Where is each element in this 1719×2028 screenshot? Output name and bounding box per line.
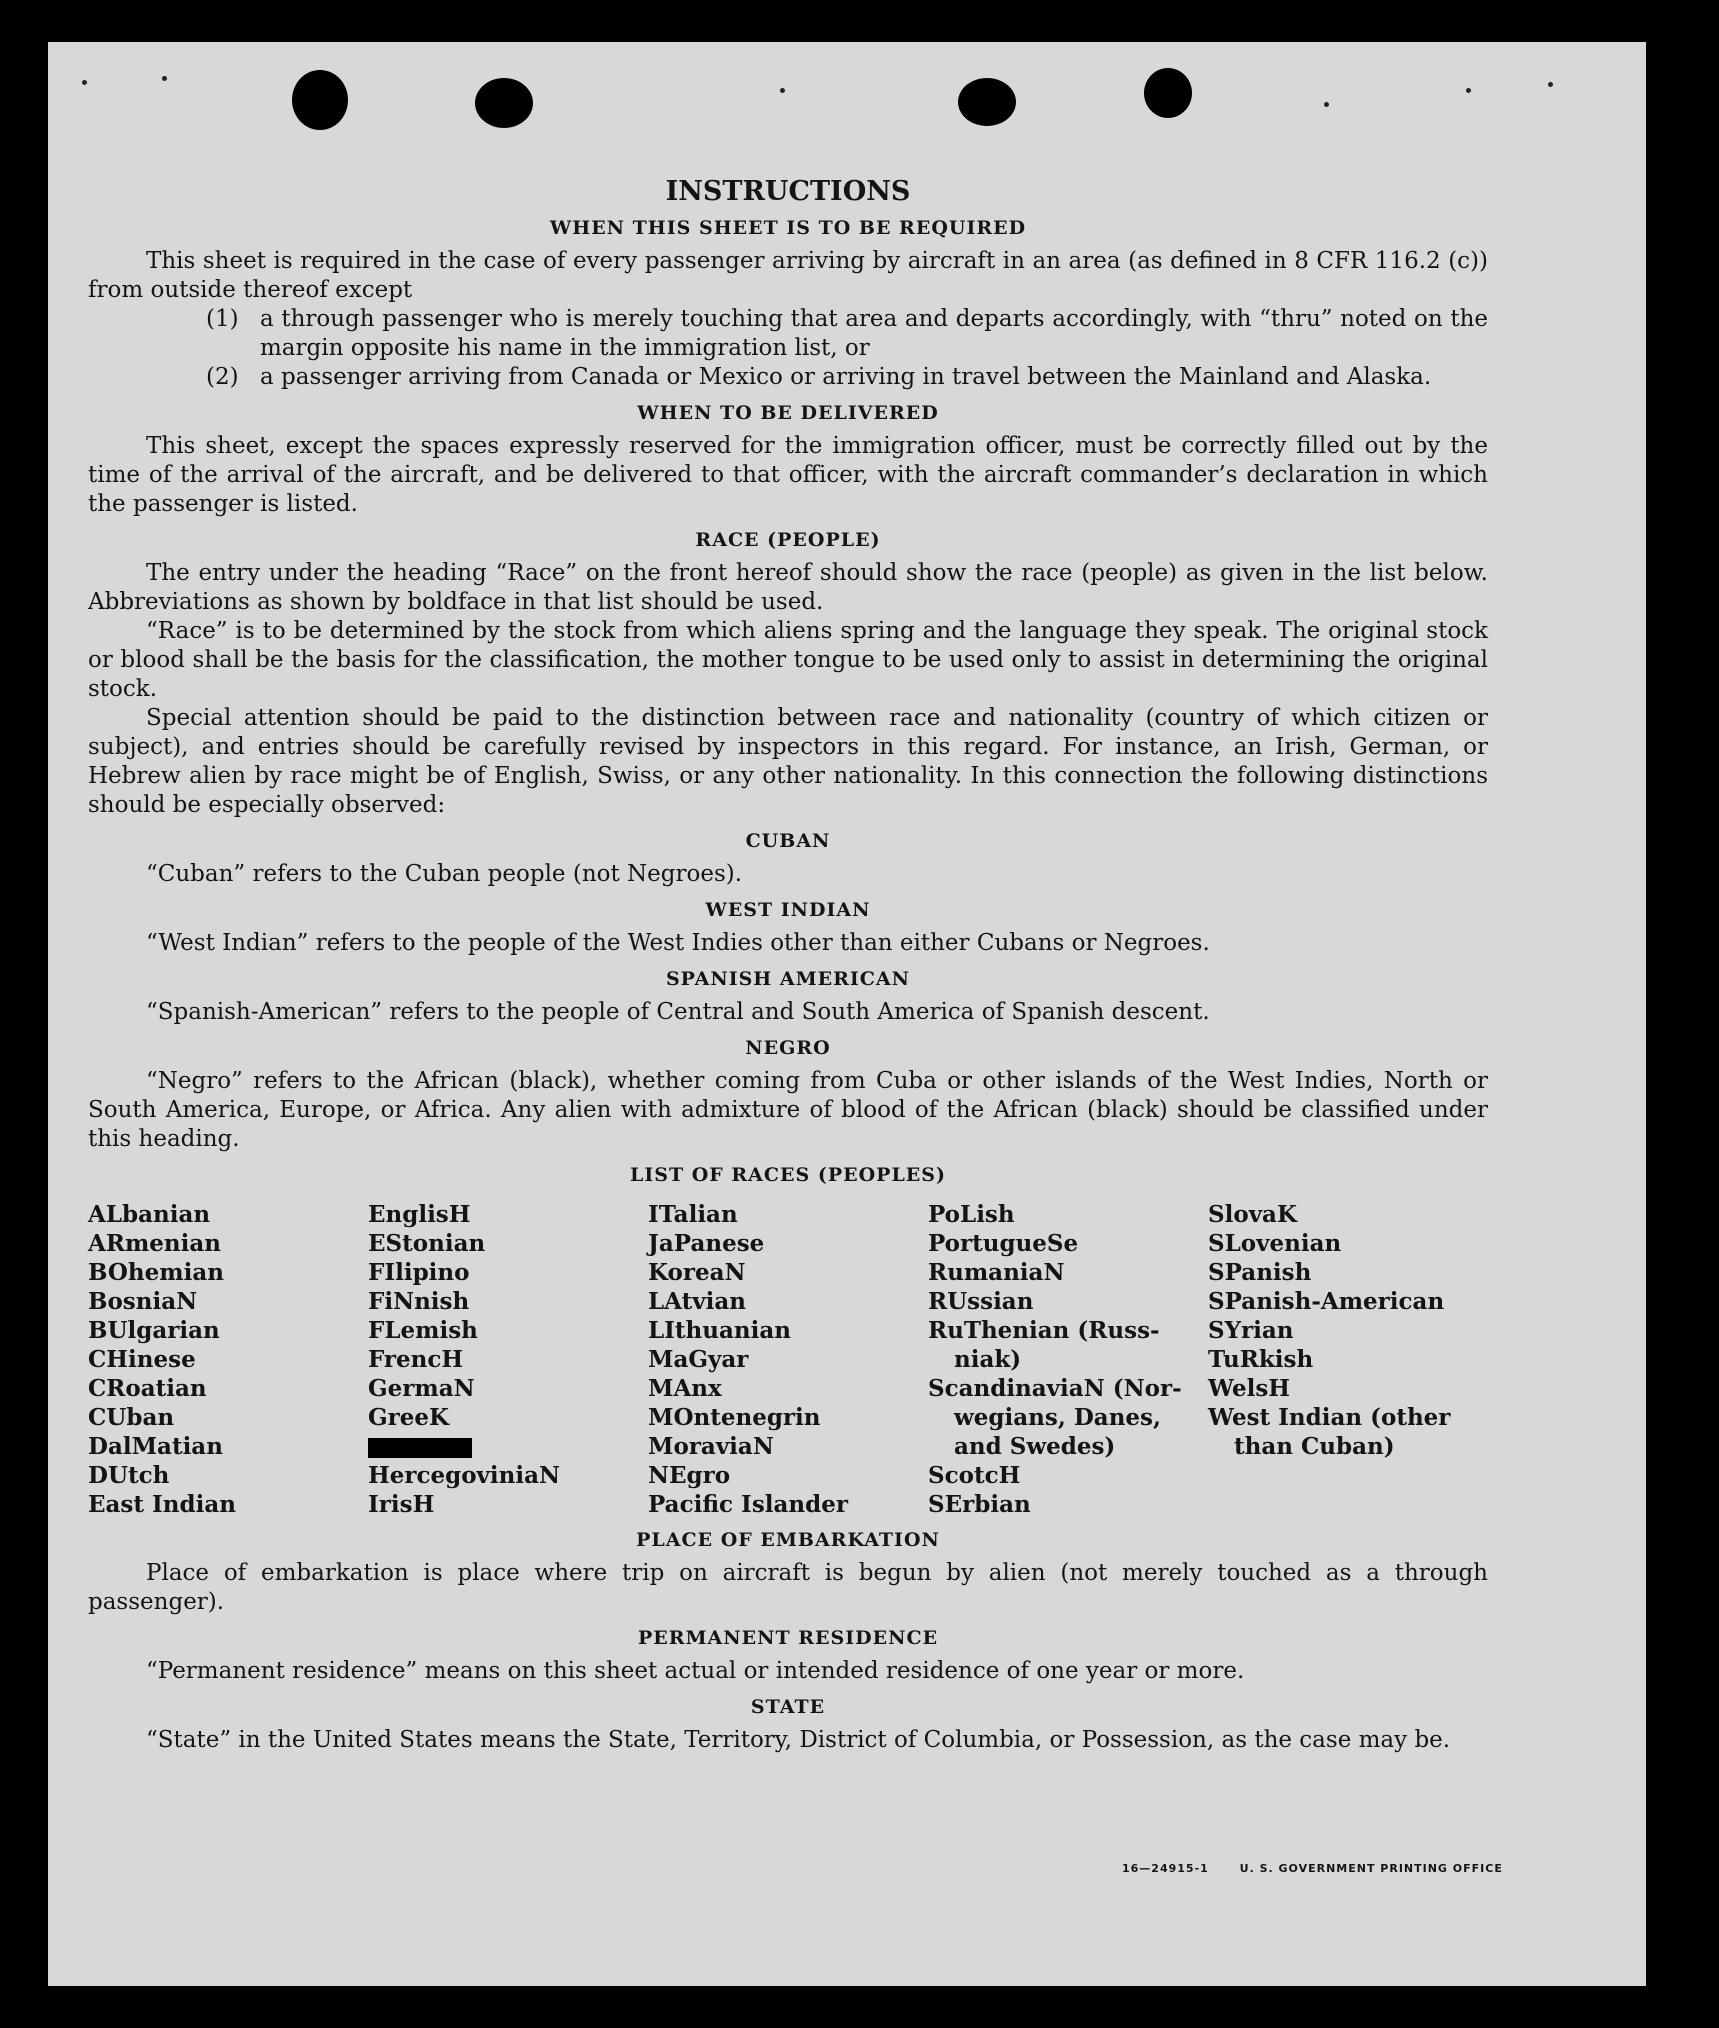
heading-when-required: WHEN THIS SHEET IS TO BE REQUIRED [549, 217, 1027, 239]
race-item: BUlgarian [88, 1317, 220, 1344]
race-item: WelsH [1208, 1375, 1291, 1402]
race-item: RuThenian (Russ- [928, 1317, 1160, 1344]
form-number: 16—24915-1 [1122, 1862, 1209, 1875]
race-item: West Indian (other [1208, 1404, 1451, 1431]
race-item: SYrian [1208, 1317, 1294, 1344]
cuban-text: “Cuban” refers to the Cuban people (not Negroes). [146, 861, 743, 887]
race-item: FLemish [368, 1317, 478, 1344]
speck [1324, 102, 1329, 107]
heading-state: STATE [750, 1696, 826, 1718]
race-item: SLovenian [1208, 1230, 1342, 1257]
race-item: RumaniaN [928, 1259, 1065, 1286]
speck [162, 76, 167, 81]
when-required-intro: This sheet is required in the case of every passenger arriving by aircraft in an area (as defined in 8 CFR 116.2 (c)) from outside thereof except [88, 248, 1488, 303]
punch-hole [475, 78, 533, 128]
race-item: GreeK [368, 1404, 450, 1431]
race-item: FIlipino [368, 1259, 470, 1286]
race-paragraph-2: “Race” is to be determined by the stock from which aliens spring and the language they speak. The original stock or blood shall be the basis for the classification, the mother tongue to be used only to assist in determining the original stock. [88, 618, 1488, 702]
heading-embarkation: PLACE OF EMBARKATION [636, 1529, 940, 1551]
race-item: NEgro [648, 1462, 731, 1489]
race-item: East Indian [88, 1491, 236, 1518]
race-item: ALbanian [88, 1201, 211, 1228]
race-item: BosniaN [88, 1288, 198, 1315]
heading-negro: NEGRO [745, 1037, 831, 1059]
race-item: SErbian [928, 1491, 1031, 1518]
race-item: CHinese [88, 1346, 196, 1373]
embarkation-text: Place of embarkation is place where trip on aircraft is begun by alien (not merely touched as a through passenger). [88, 1560, 1488, 1615]
heading-west-indian: WEST INDIAN [705, 899, 871, 921]
printer-name: U. S. GOVERNMENT PRINTING OFFICE [1239, 1862, 1503, 1875]
race-item-continuation: and Swedes) [954, 1433, 1116, 1460]
race-item: LAtvian [648, 1288, 746, 1315]
negro-text: “Negro” refers to the African (black), whether coming from Cuba or other islands of the West Indies, North or South America, Europe, or Africa. Any alien with admixture of blood of the African (black) should be classified under this heading. [88, 1068, 1488, 1152]
instructions-content [88, 176, 1488, 1755]
race-item: EStonian [368, 1230, 486, 1257]
race-item: LIthuanian [648, 1317, 791, 1344]
race-item: MAnx [648, 1375, 722, 1402]
exception-number: (2) [206, 364, 239, 390]
race-item: SlovaK [1208, 1201, 1297, 1228]
race-item-continuation: niak) [954, 1346, 1022, 1373]
race-item: ScandinaviaN (Nor- [928, 1375, 1182, 1402]
race-item: HercegoviniaN [368, 1462, 561, 1489]
race-item: MoraviaN [648, 1433, 774, 1460]
race-item: ScotcH [928, 1462, 1021, 1489]
race-item: SPanish-American [1208, 1288, 1445, 1315]
heading-spanish-american: SPANISH AMERICAN [665, 968, 911, 990]
race-item: Pacific Islander [648, 1491, 848, 1518]
printer-imprint [1122, 1862, 1529, 1875]
race-item: TuRkish [1208, 1346, 1314, 1373]
race-item: ARmenian [88, 1230, 222, 1257]
west-indian-text: “West Indian” refers to the people of the West Indies other than either Cubans or Negroes. [146, 930, 1210, 956]
punch-hole [292, 70, 348, 130]
speck [82, 80, 87, 85]
race-item: IrisH [368, 1491, 435, 1518]
race-item: PoLish [928, 1201, 1015, 1228]
race-item: DalMatian [88, 1433, 223, 1460]
heading-list-of-races: LIST OF RACES (PEOPLES) [630, 1164, 946, 1186]
race-list [88, 1200, 1488, 1519]
heading-race: RACE (PEOPLE) [695, 529, 881, 551]
race-item: ITalian [648, 1201, 738, 1228]
heading-permanent-residence: PERMANENT RESIDENCE [637, 1627, 939, 1649]
redaction-bar [368, 1438, 472, 1458]
race-paragraph-3: Special attention should be paid to the distinction between race and nationality (country of which citizen or subject), and entries should be carefully revised by inspectors in this regard. For instance, an Irish, German, or Hebrew alien by race might be of English, Swiss, or any other nationality. In this connection the following distinctions should be especially observed: [88, 705, 1488, 818]
spanish-american-text: “Spanish-American” refers to the people of Central and South America of Spanish descent. [146, 999, 1210, 1025]
race-column-4 [928, 1200, 1208, 1519]
redacted-race-item [368, 1432, 648, 1461]
exception-item [206, 305, 1488, 363]
race-item: RUssian [928, 1288, 1034, 1315]
race-item: MOntenegrin [648, 1404, 821, 1431]
punch-hole [958, 78, 1016, 126]
race-item-continuation: wegians, Danes, [954, 1404, 1161, 1431]
race-item: BOhemian [88, 1259, 224, 1286]
heading-cuban: CUBAN [745, 830, 831, 852]
speck [1466, 88, 1471, 93]
when-delivered-text: This sheet, except the spaces expressly reserved for the immigration officer, must be correctly filled out by the time of the arrival of the aircraft, and be delivered to that officer, with the aircraft commander’s declaration in which the passenger is listed. [88, 433, 1488, 517]
permanent-residence-text: “Permanent residence” means on this sheet actual or intended residence of one year or more. [146, 1658, 1245, 1684]
race-item: FrencH [368, 1346, 464, 1373]
race-item: EnglisH [368, 1201, 471, 1228]
race-item-continuation: than Cuban) [1234, 1433, 1395, 1460]
race-column-1 [88, 1200, 368, 1519]
race-paragraph-1: The entry under the heading “Race” on the front hereof should show the race (people) as given in the list below. Abbreviations as shown by boldface in that list should be used. [88, 560, 1488, 615]
exception-item [206, 363, 1488, 392]
exception-text: a through passenger who is merely touching that area and departs accordingly, with “thru” noted on the margin opposite his name in the immigration list, or [260, 306, 1488, 361]
race-item: GermaN [368, 1375, 475, 1402]
page-title: INSTRUCTIONS [665, 176, 911, 207]
race-item: CRoatian [88, 1375, 207, 1402]
race-item: PortugueSe [928, 1230, 1079, 1257]
race-item: DUtch [88, 1462, 170, 1489]
heading-when-delivered: WHEN TO BE DELIVERED [637, 402, 939, 424]
race-column-5 [1208, 1200, 1488, 1519]
race-item: CUban [88, 1404, 175, 1431]
race-item: KoreaN [648, 1259, 746, 1286]
state-text: “State” in the United States means the State, Territory, District of Columbia, or Possession, as the case may be. [146, 1727, 1451, 1753]
exception-number: (1) [206, 306, 239, 332]
exception-text: a passenger arriving from Canada or Mexico or arriving in travel between the Mainland and Alaska. [260, 364, 1432, 390]
race-item: MaGyar [648, 1346, 749, 1373]
race-item: FiNnish [368, 1288, 470, 1315]
speck [780, 88, 785, 93]
punch-hole [1144, 68, 1192, 118]
speck [1548, 82, 1553, 87]
race-item: JaPanese [648, 1230, 765, 1257]
race-column-3 [648, 1200, 928, 1519]
race-item: SPanish [1208, 1259, 1312, 1286]
race-column-2 [368, 1200, 648, 1519]
